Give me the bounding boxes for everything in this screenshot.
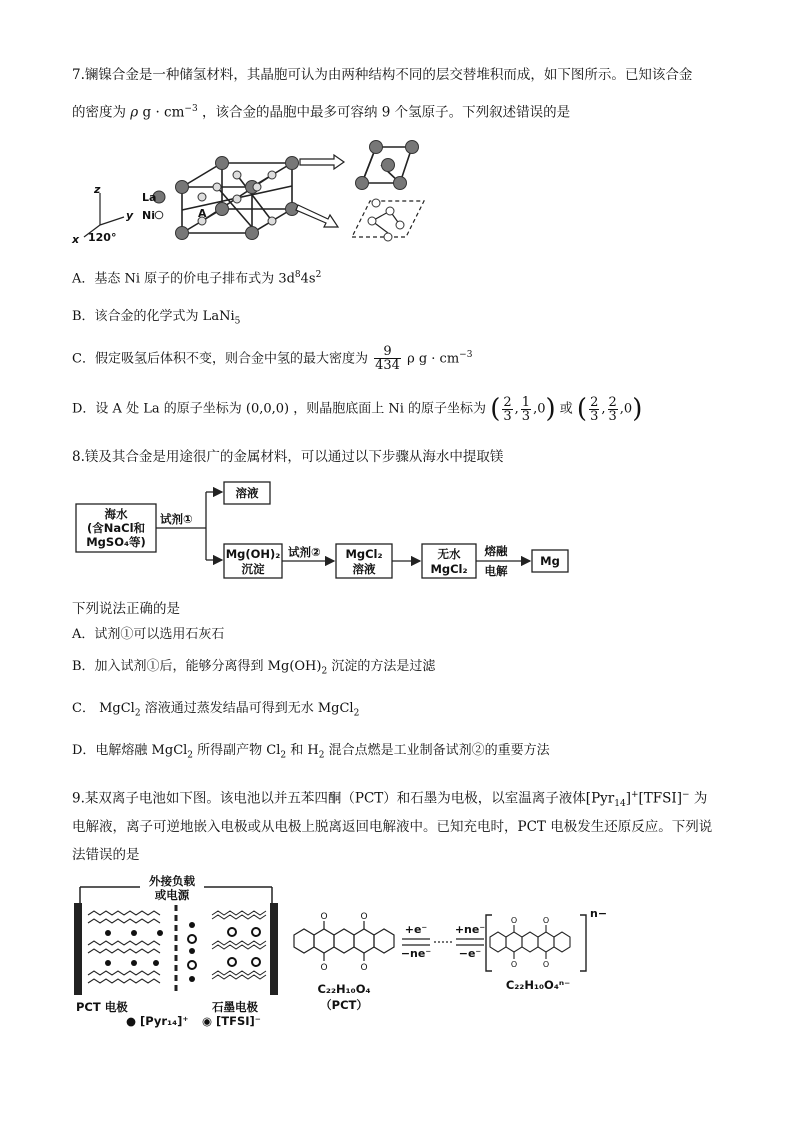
q9-stem-line1: 9.某双离子电池如下图。该电池以并五苯四酮（PCT）和石墨为电极，以室温离子液体[Pyr$_{14}$]+[TFSI]− 为 <box>72 790 708 810</box>
fraction: $\frac{9}{434}$ <box>375 344 400 374</box>
q9-stem-line2: 电解液，离子可逆地嵌入电极或从电极上脱离返回电解液中。已知充电时，PCT 电极发生还原反应。下列说 <box>72 819 713 835</box>
svg-text:O: O <box>360 963 368 973</box>
q8-flowchart <box>72 478 572 588</box>
q8-question: 下列说法正确的是 <box>72 601 180 617</box>
q8-option-d[interactable]: D．电解熔融 MgCl$_2$ 所得副产物 $Cl_2$ 和 $H_2$ 混合点燃是工业制备试剂②的重要方法 <box>72 743 550 761</box>
svg-text:（PCT）: （PCT） <box>320 998 368 1012</box>
svg-text:(含NaCl和: (含NaCl和 <box>86 521 146 535</box>
svg-text:试剂①: 试剂① <box>160 512 193 526</box>
svg-text:A: A <box>198 207 207 220</box>
svg-text:MgCl₂: MgCl₂ <box>345 547 383 561</box>
svg-text:z: z <box>94 183 101 196</box>
svg-text:溶液: 溶液 <box>352 562 376 576</box>
svg-text:O: O <box>360 912 368 922</box>
svg-text:y: y <box>126 209 134 222</box>
svg-text:外接负载: 外接负载 <box>149 874 195 888</box>
svg-text:C₂₂H₁₀O₄ⁿ⁻: C₂₂H₁₀O₄ⁿ⁻ <box>505 978 571 992</box>
svg-text:O: O <box>510 960 518 969</box>
ni-legend-icon <box>155 211 163 219</box>
svg-text:◉ [TFSI]⁻: ◉ [TFSI]⁻ <box>202 1014 261 1028</box>
svg-text:−e⁻: −e⁻ <box>458 947 482 960</box>
svg-text:x: x <box>72 233 80 246</box>
svg-text:无水: 无水 <box>437 547 461 561</box>
svg-text:C₂₂H₁₀O₄: C₂₂H₁₀O₄ <box>317 982 371 996</box>
graphite-electrode-plate <box>270 903 278 995</box>
svg-text:n−: n− <box>590 907 608 920</box>
svg-text:或电源: 或电源 <box>154 888 190 902</box>
svg-text:120°: 120° <box>88 231 117 244</box>
svg-text:● [Pyr₁₄]⁺: ● [Pyr₁₄]⁺ <box>126 1014 189 1028</box>
svg-text:MgSO₄等): MgSO₄等) <box>86 535 146 549</box>
q7-option-c[interactable]: C．假定吸氢后体积不变，则合金中氢的最大密度为 $\frac{9}{434}$ ρ $g \cdot cm^{-3}$ <box>72 344 473 374</box>
svg-text:Ni: Ni <box>142 209 155 222</box>
rho-symbol: ρ <box>130 104 139 121</box>
svg-text:熔融: 熔融 <box>484 544 508 558</box>
svg-text:电解: 电解 <box>484 564 508 578</box>
svg-text:O: O <box>320 963 328 973</box>
svg-text:海水: 海水 <box>104 507 128 521</box>
q9-stem-line3: 法错误的是 <box>72 847 140 863</box>
q7-option-b[interactable]: B．该合金的化学式为 LaNi$_5$ <box>72 309 241 327</box>
svg-text:O: O <box>320 912 328 922</box>
svg-text:O: O <box>542 916 550 925</box>
q8-stem: 8.镁及其合金是用途很广的金属材料，可以通过以下步骤从海水中提取镁 <box>72 449 504 465</box>
svg-text:O: O <box>542 960 550 969</box>
svg-text:MgCl₂: MgCl₂ <box>430 562 468 576</box>
q7-crystal-figure <box>72 135 432 250</box>
svg-text:+ne⁻: +ne⁻ <box>454 923 486 936</box>
q8-option-a[interactable]: A．试剂①可以选用石灰石 <box>72 627 225 642</box>
svg-text:试剂②: 试剂② <box>288 545 321 559</box>
pct-electrode-plate <box>74 903 82 995</box>
q8-option-b[interactable]: B．加入试剂①后，能够分离得到 $Mg(OH)_2$ 沉淀的方法是过滤 <box>72 659 436 677</box>
svg-text:Mg: Mg <box>540 554 560 568</box>
q7-option-a[interactable]: A．基态 Ni 原子的价电子排布式为 $3d^84s^2$ <box>72 270 322 287</box>
svg-text:PCT 电极: PCT 电极 <box>76 1000 128 1014</box>
q7-option-d[interactable]: D．设 A 处 La 的原子坐标为 (0,0,0) ，则晶胞底面上 Ni 的原子坐标为 ( $\frac{2}{3}$ , $\frac{1}{3}$ ,0) 或 ( $\frac{2}{3}$ , $\frac{2}{3}$ ,0) <box>72 394 643 424</box>
svg-text:La: La <box>142 191 157 204</box>
q7-stem-line1: 7.镧镍合金是一种储氢材料，其晶胞可认为由两种结构不同的层交替堆积而成，如下图所示。已知该合金 <box>72 67 693 83</box>
svg-text:+e⁻: +e⁻ <box>404 923 428 936</box>
q8-option-c[interactable]: C． MgCl$_2$ 溶液通过蒸发结晶可得到无水 MgCl$_2$ <box>72 701 360 719</box>
svg-text:−ne⁻: −ne⁻ <box>400 947 432 960</box>
svg-text:沉淀: 沉淀 <box>241 562 265 576</box>
svg-text:石墨电极: 石墨电极 <box>212 1000 258 1014</box>
q9-battery-figure <box>72 874 608 1028</box>
svg-text:Mg(OH)₂: Mg(OH)₂ <box>225 547 281 561</box>
svg-text:O: O <box>510 916 518 925</box>
svg-text:溶液: 溶液 <box>235 486 259 500</box>
q7-stem-line2: 的密度为 ρ $g \cdot cm^{-3}$ ，该合金的晶胞中最多可容纳 9 个氢原子。下列叙述错误的是 <box>72 104 571 121</box>
